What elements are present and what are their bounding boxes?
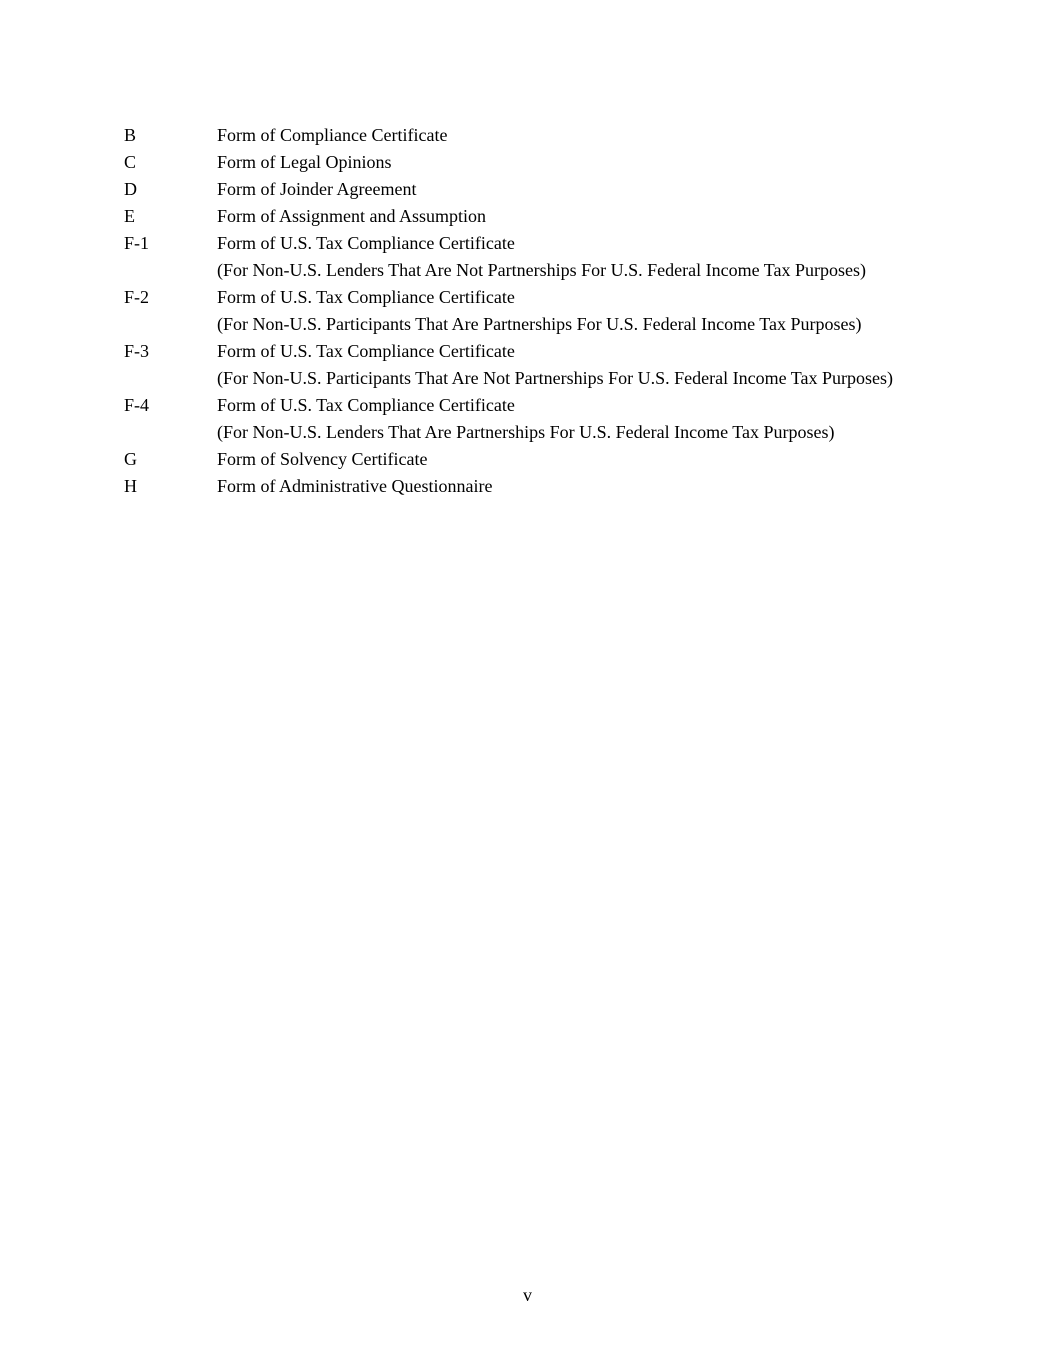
exhibit-code: E [124, 206, 135, 226]
exhibit-code: B [124, 125, 137, 145]
exhibit-row [124, 151, 924, 173]
exhibit-title: Form of Joinder Agreement [217, 179, 417, 199]
exhibit-code: C [124, 152, 137, 172]
exhibit-subtitle-row [124, 421, 924, 443]
exhibit-row [124, 286, 924, 308]
exhibit-title: Form of U.S. Tax Compliance Certificate [217, 233, 515, 253]
exhibit-row [124, 124, 924, 146]
exhibit-subtitle-row [124, 259, 924, 281]
exhibit-title: Form of U.S. Tax Compliance Certificate [217, 341, 515, 361]
exhibit-title: Form of U.S. Tax Compliance Certificate [217, 395, 515, 415]
exhibit-row [124, 178, 924, 200]
exhibit-row [124, 448, 924, 470]
exhibit-code: F-4 [124, 395, 150, 415]
exhibit-subtitle-row [124, 313, 924, 335]
exhibit-title: Form of Solvency Certificate [217, 449, 428, 469]
exhibit-row [124, 475, 924, 497]
exhibit-code: D [124, 179, 137, 199]
exhibit-subtitle: (For Non-U.S. Lenders That Are Not Partnerships For U.S. Federal Income Tax Purposes) [217, 260, 866, 280]
exhibit-code: G [124, 449, 137, 469]
exhibit-title: Form of U.S. Tax Compliance Certificate [217, 287, 515, 307]
exhibit-title: Form of Legal Opinions [217, 152, 392, 172]
exhibit-row [124, 340, 924, 362]
exhibit-subtitle: (For Non-U.S. Participants That Are Partnerships For U.S. Federal Income Tax Purposes) [217, 314, 862, 334]
exhibit-title: Form of Assignment and Assumption [217, 206, 487, 226]
exhibit-list [124, 124, 924, 502]
exhibit-code: H [124, 476, 137, 496]
exhibit-code: F-3 [124, 341, 150, 361]
exhibit-row [124, 394, 924, 416]
exhibit-title: Form of Administrative Questionnaire [217, 476, 493, 496]
exhibit-subtitle: (For Non-U.S. Participants That Are Not Partnerships For U.S. Federal Income Tax Purposes) [217, 368, 893, 388]
page-number: v [523, 1285, 532, 1305]
exhibit-row [124, 205, 924, 227]
exhibit-subtitle-row [124, 367, 924, 389]
exhibit-title: Form of Compliance Certificate [217, 125, 448, 145]
exhibit-subtitle: (For Non-U.S. Lenders That Are Partnerships For U.S. Federal Income Tax Purposes) [217, 422, 835, 442]
exhibit-code: F-2 [124, 287, 150, 307]
exhibit-row [124, 232, 924, 254]
exhibit-code: F-1 [124, 233, 150, 253]
